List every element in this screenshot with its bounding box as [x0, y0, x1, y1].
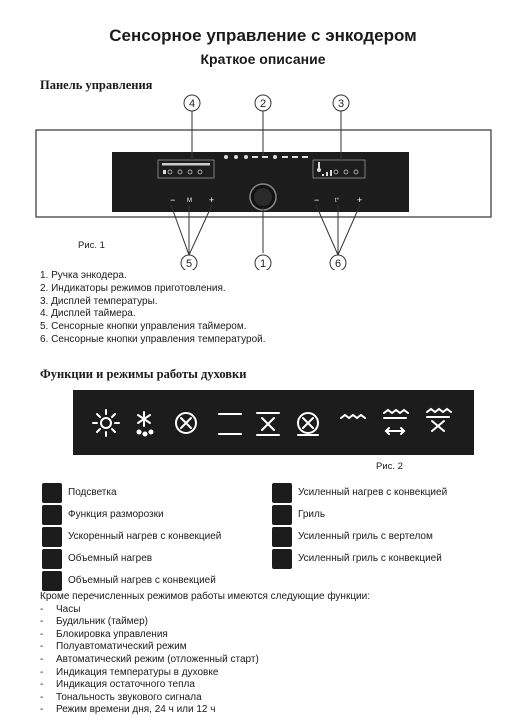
panel-legend: [40, 270, 266, 347]
feature-item: - Тональность звукового сигнала: [40, 692, 370, 705]
defrost-icon: [42, 505, 62, 525]
legend-item: 4. Дисплей таймера.: [40, 308, 136, 320]
legend-item: 2. Индикаторы режимов приготовления.: [40, 282, 226, 294]
mode-icon-bar: [73, 390, 474, 455]
legend-item: 1. Ручка энкодера.: [40, 270, 127, 281]
callout-4-label: 4: [188, 98, 196, 110]
temp-minus-button[interactable]: −: [314, 195, 320, 205]
page-subtitle: Краткое описание: [200, 51, 326, 67]
callout-6-label: 6: [334, 258, 342, 270]
feature-item: - Будильник (таймер): [40, 616, 370, 629]
temp-mode-button[interactable]: t°: [335, 198, 340, 204]
grill-icon: [272, 505, 292, 525]
feature-item: - Индикация остаточного тепла: [40, 679, 370, 692]
encoder-knob: [250, 184, 276, 210]
feature-item: - Режим времени дня, 24 ч или 12 ч: [40, 704, 370, 717]
legend-item: 5. Сенсорные кнопки управления таймером.: [40, 321, 247, 333]
callout-1-label: 1: [259, 258, 267, 270]
feature-item: - Блокировка управления: [40, 629, 370, 642]
temp-plus-button[interactable]: +: [357, 195, 363, 205]
callout-3-label: 3: [337, 98, 345, 110]
spit-grill-icon: [272, 527, 292, 547]
features-block: [40, 591, 370, 717]
timer-minus-button[interactable]: −: [170, 195, 176, 205]
legend-item: 6. Сенсорные кнопки управления температурой.: [40, 333, 266, 345]
feature-item: - Полуавтоматический режим: [40, 641, 370, 654]
feature-item: - Автоматический режим (отложенный старт): [40, 654, 370, 667]
figure-2-caption: Рис. 2: [376, 461, 403, 472]
timer-plus-button[interactable]: +: [209, 195, 215, 205]
callout-2-label: 2: [259, 98, 267, 110]
volume-heat-icon: [42, 549, 62, 569]
modes-section-heading: Функции и режимы работы духовки: [40, 367, 247, 381]
callout-5-label: 5: [185, 258, 193, 270]
page-title: Сенсорное управление с энкодером: [109, 26, 417, 45]
features-intro: Кроме перечисленных режимов работы имеются следующие функции:: [40, 591, 371, 602]
light-icon: [42, 483, 62, 503]
feature-item: - Индикация температуры в духовке: [40, 667, 370, 680]
panel-section-heading: Панель управления: [40, 78, 153, 92]
fast-convection-icon: [42, 527, 62, 547]
legend-item: 3. Дисплей температуры.: [40, 295, 158, 307]
timer-mode-button[interactable]: M: [187, 198, 192, 204]
feature-item: - Часы: [40, 604, 370, 617]
intensive-convection-icon: [272, 483, 292, 503]
features-list: [40, 604, 370, 717]
volume-convection-icon: [42, 571, 62, 591]
grill-convection-icon: [272, 549, 292, 569]
figure-1-caption: Рис. 1: [78, 240, 105, 251]
